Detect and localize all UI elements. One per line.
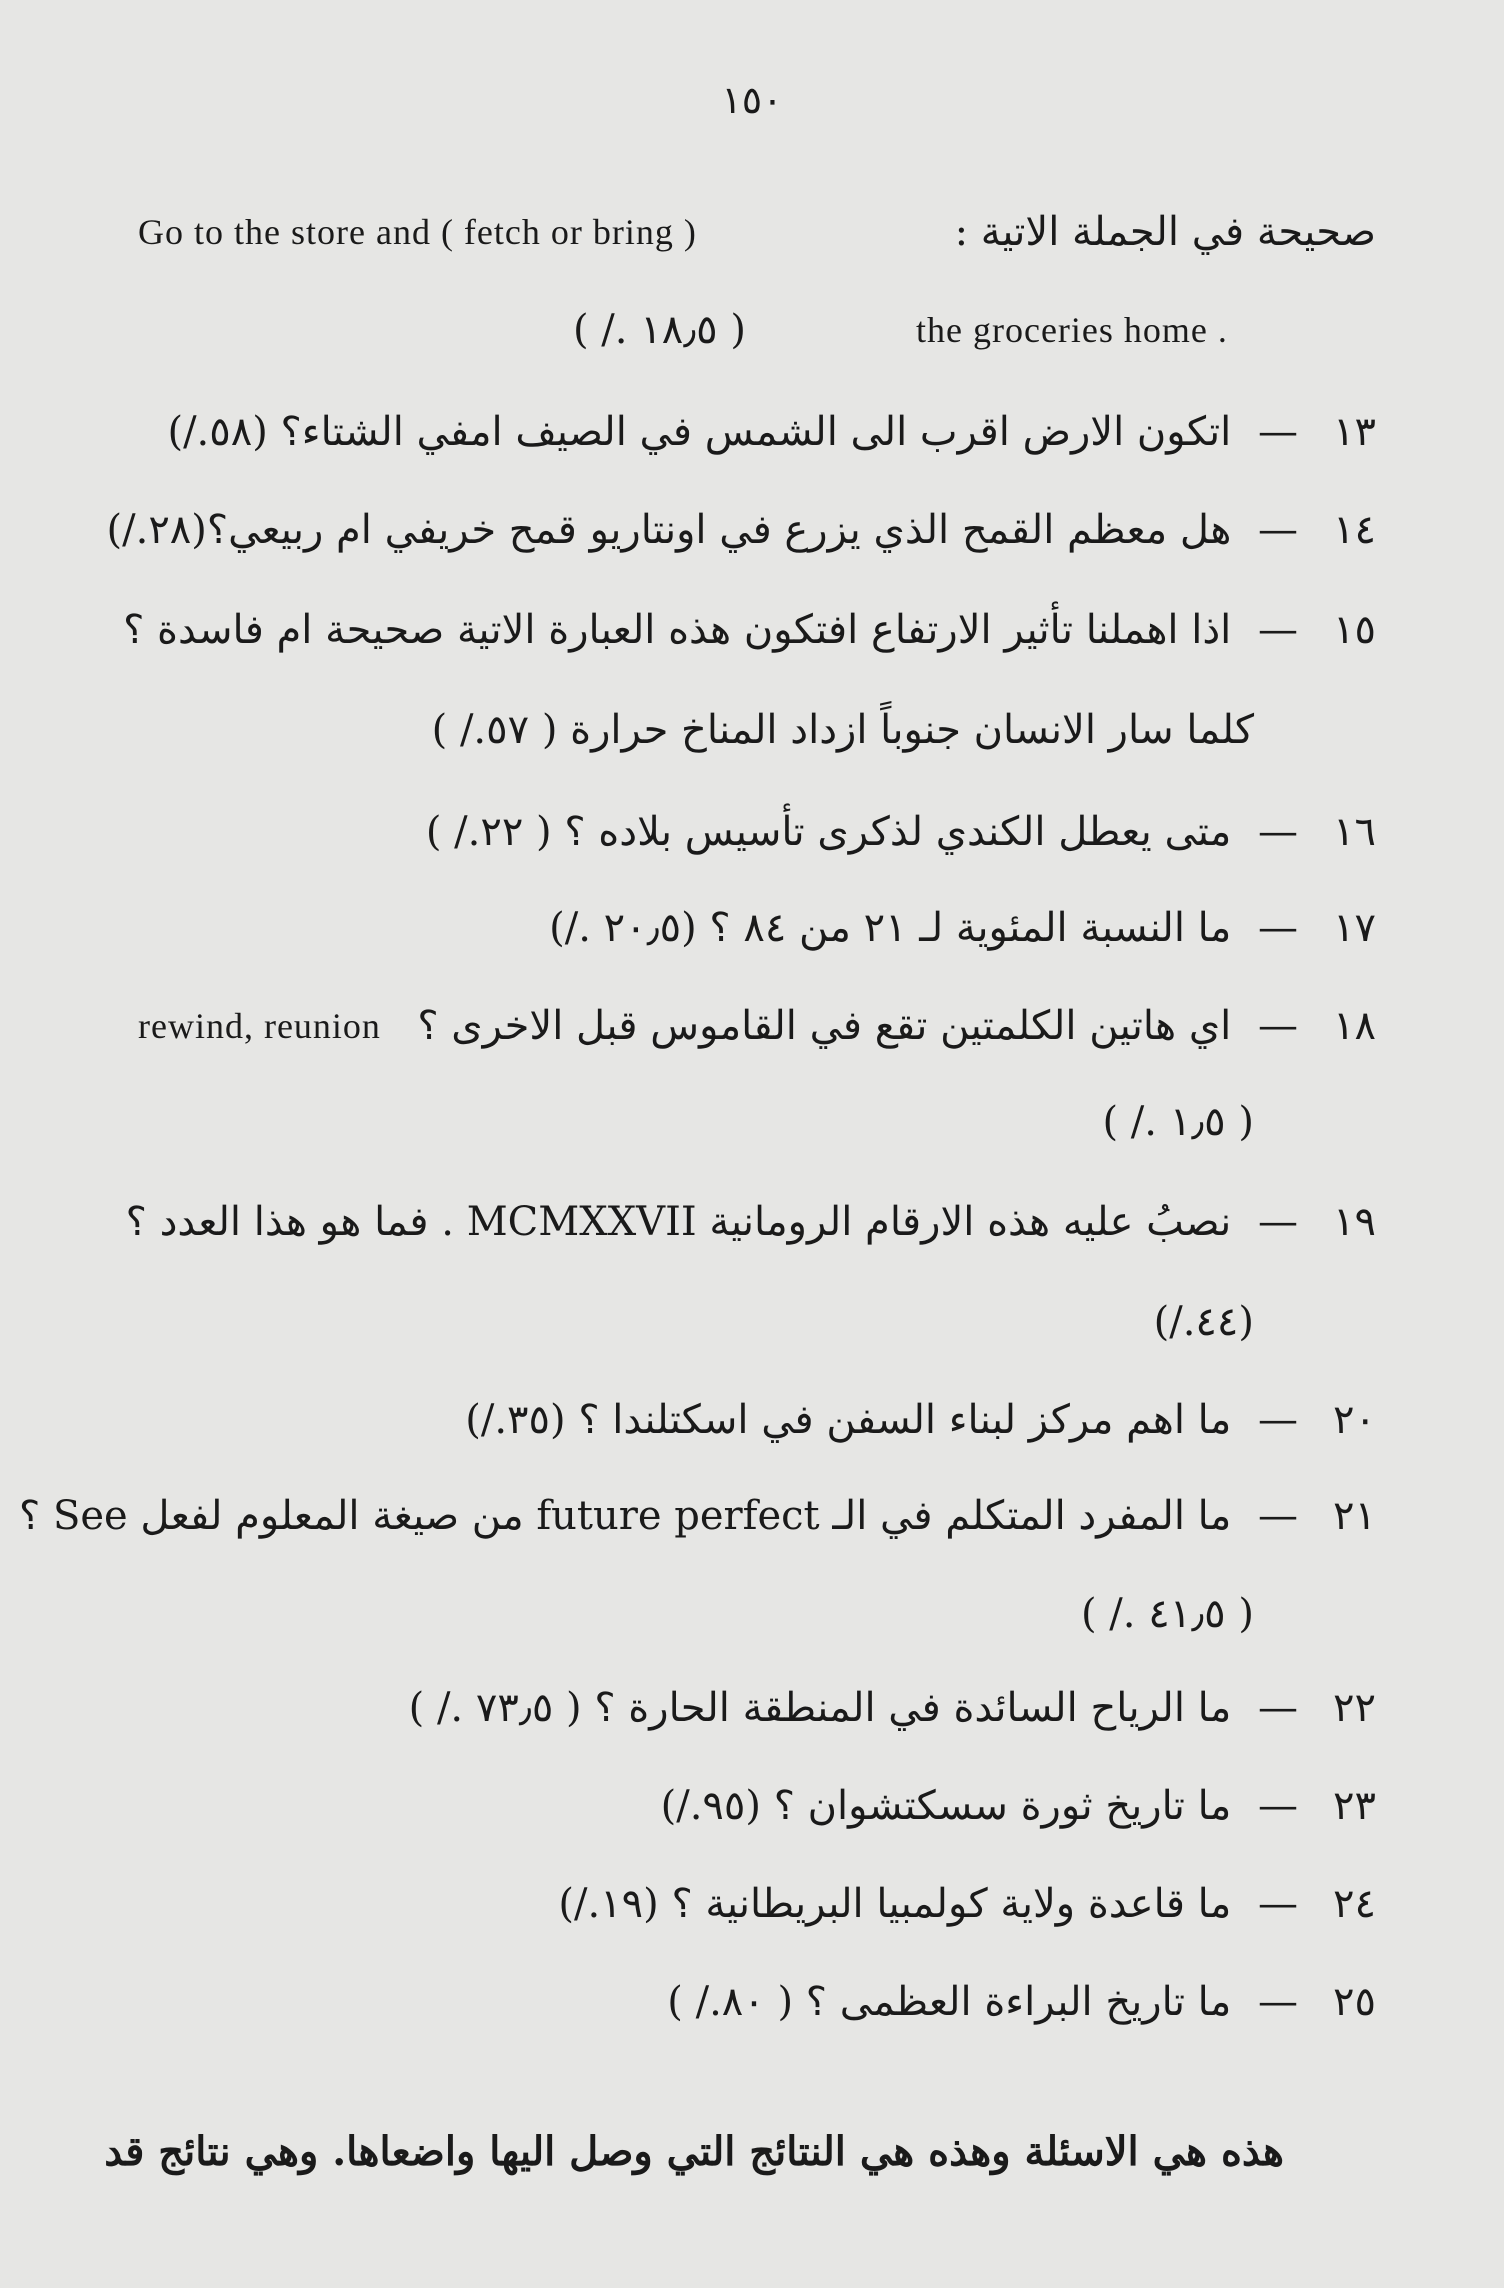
question-text: اذا اهملنا تأثير الارتفاع افتكون هذه العبارة الاتية صحيحة ام فاسدة ؟ (123, 607, 1232, 653)
footer-paragraph: هذه هي الاسئلة وهذه هي النتائج التي وصل اليها واضعاها. وهي نتائج قد (104, 2128, 1284, 2175)
question-text: ما النسبة المئوية لـ ٢١ من ٨٤ ؟ (٢٠٫٥ ./) (549, 905, 1232, 951)
intro-arabic: صحيحة في الجملة الاتية : (954, 209, 1376, 255)
question-number: ١٨ (1333, 1003, 1376, 1049)
intro-line-2 (138, 294, 1376, 366)
question-number: ٢٣ (1333, 1783, 1376, 1829)
question-20 (138, 1384, 1376, 1456)
question-number: ٢١ (1333, 1493, 1376, 1539)
question-text: ما قاعدة ولاية كولمبيا البريطانية ؟ (١٩./) (558, 1881, 1232, 1927)
question-17 (138, 892, 1376, 964)
page-number: ١٥٠ (721, 78, 783, 122)
question-18-continuation: ( ١٫٥ ./ ) (1102, 1099, 1254, 1145)
question-dash: — (1258, 809, 1298, 855)
intro-english-line-2: the groceries home . (916, 310, 1228, 350)
question-dash: — (1258, 1685, 1298, 1731)
question-dash: — (1258, 1783, 1298, 1829)
question-text: متى يعطل الكندي لذكرى تأسيس بلاده ؟ ( ٢٢./ ) (425, 809, 1232, 855)
question-dash: — (1258, 1881, 1298, 1927)
question-22 (138, 1672, 1376, 1744)
question-24 (138, 1868, 1376, 1940)
question-dash: — (1258, 1003, 1298, 1049)
question-18-words: rewind, reunion (138, 1006, 381, 1046)
question-number: ١٣ (1333, 409, 1376, 455)
question-number: ١٦ (1333, 809, 1376, 855)
question-dash: — (1258, 1979, 1298, 2025)
intro-percent: ( ١٨٫٥ ./ ) (572, 307, 746, 353)
question-text: اتكون الارض اقرب الى الشمس في الصيف امفي الشتاء؟ (٥٨./) (167, 409, 1232, 455)
question-16 (138, 796, 1376, 868)
question-dash: — (1258, 905, 1298, 951)
question-dash: — (1258, 409, 1298, 455)
question-text: ما الرياح السائدة في المنطقة الحارة ؟ ( ٧٣٫٥ ./ ) (408, 1685, 1232, 1731)
question-number: ١٥ (1333, 607, 1376, 653)
question-number: ٢٤ (1333, 1881, 1376, 1927)
question-number: ٢٠ (1333, 1397, 1376, 1443)
intro-english-line-1: Go to the store and ( fetch or bring ) (138, 212, 697, 252)
question-23 (138, 1770, 1376, 1842)
question-dash: — (1258, 607, 1298, 653)
question-21 (19, 1480, 1376, 1552)
question-number: ١٧ (1333, 905, 1376, 951)
question-dash: — (1258, 1397, 1298, 1443)
question-18 (138, 990, 1376, 1062)
question-dash: — (1258, 507, 1298, 553)
question-number: ٢٥ (1333, 1979, 1376, 2025)
question-number: ١٩ (1333, 1199, 1376, 1245)
question-text: نصبُ عليه هذه الارقام الرومانية MCMXXVII . فما هو هذا العدد ؟ (125, 1199, 1232, 1245)
intro-line-1 (138, 196, 1376, 268)
question-number: ١٤ (1333, 507, 1376, 553)
question-dash: — (1258, 1199, 1298, 1245)
question-text: ما المفرد المتكلم في الـ future perfect من صيغة المعلوم لفعل See ؟ (19, 1493, 1232, 1539)
question-text: اي هاتين الكلمتين تقع في القاموس قبل الاخرى ؟ (417, 1003, 1232, 1049)
question-18-main (417, 990, 1376, 1062)
question-19 (125, 1186, 1376, 1258)
question-15-continuation: كلما سار الانسان جنوباً ازداد المناخ حرارة ( ٥٧./ ) (431, 707, 1254, 753)
question-25 (138, 1966, 1376, 2038)
question-number: ٢٢ (1333, 1685, 1376, 1731)
question-text: ما اهم مركز لبناء السفن في اسكتلندا ؟ (٣٥./) (465, 1397, 1232, 1443)
question-14 (106, 494, 1376, 566)
question-13 (138, 396, 1376, 468)
question-21-continuation: ( ٤١٫٥ ./ ) (1080, 1591, 1254, 1637)
question-dash: — (1258, 1493, 1298, 1539)
question-text: هل معظم القمح الذي يزرع في اونتاريو قمح خريفي ام ربيعي؟(٢٨./) (106, 507, 1232, 553)
question-19-continuation: (٤٤./) (1153, 1299, 1254, 1345)
question-text: ما تاريخ ثورة سسكتشوان ؟ (٩٥./) (660, 1783, 1232, 1829)
question-15 (123, 594, 1376, 666)
question-text: ما تاريخ البراءة العظمى ؟ ( ٨٠./ ) (667, 1979, 1232, 2025)
